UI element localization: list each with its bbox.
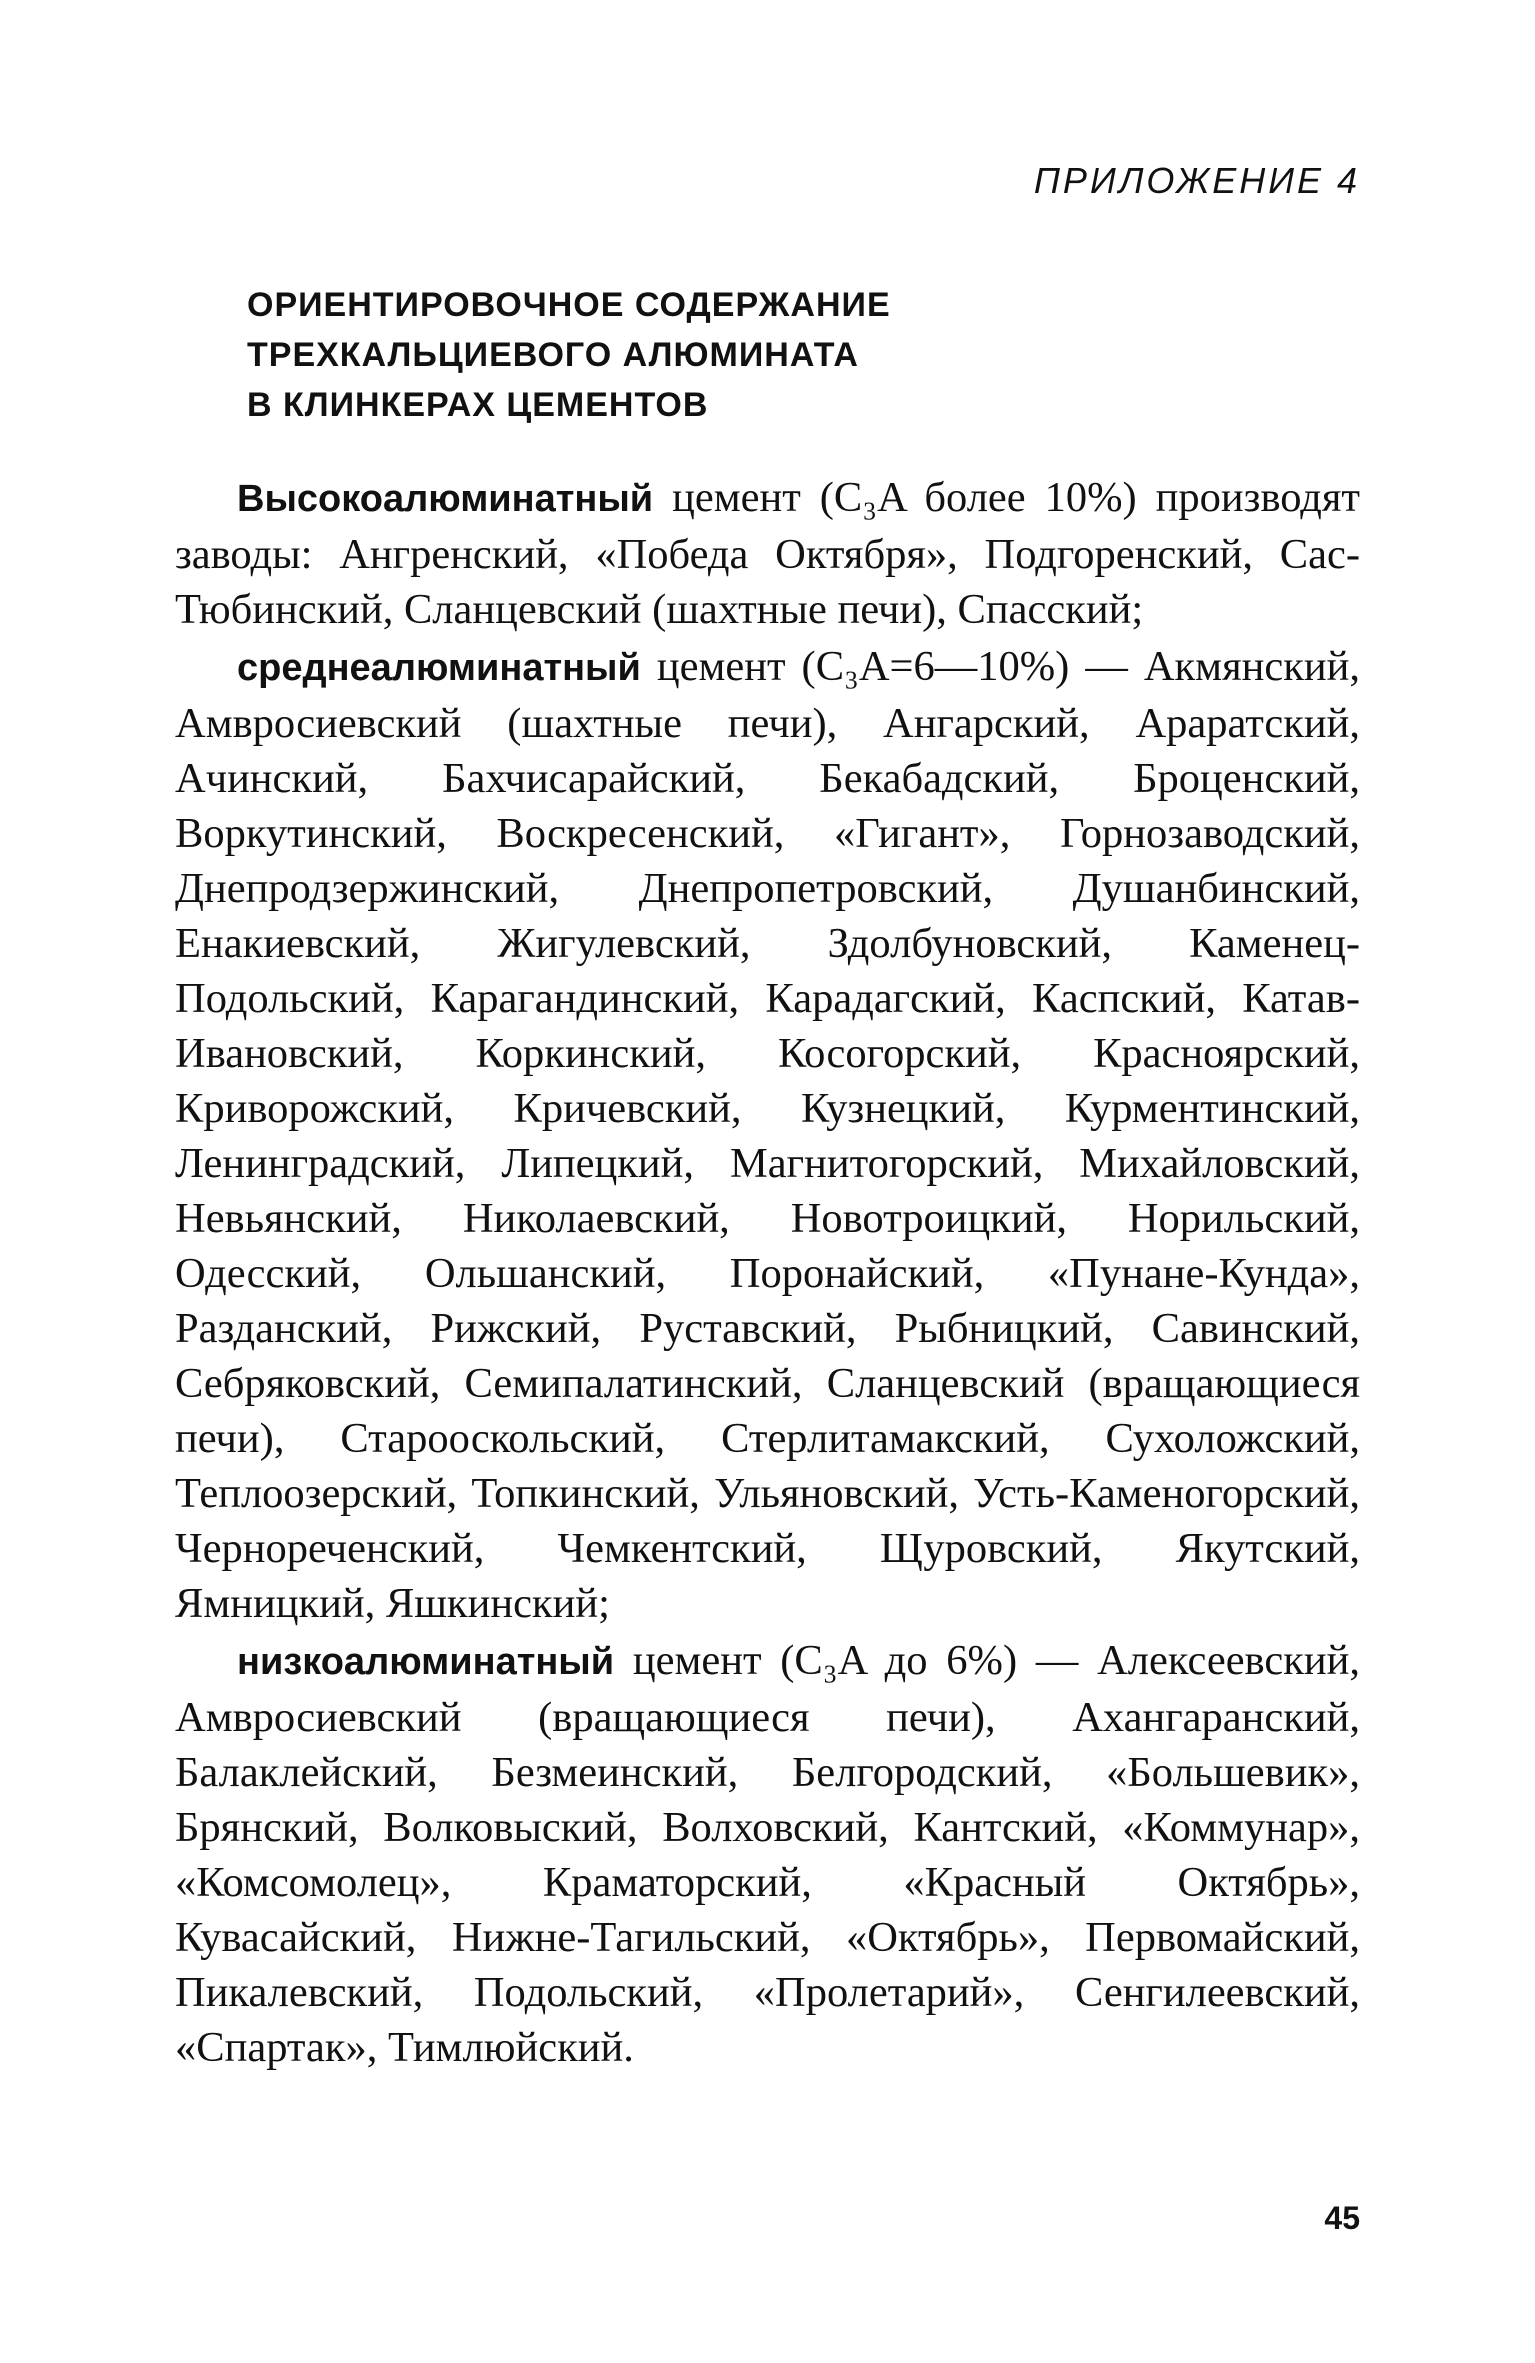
paragraph-medium-alumina <box>175 639 1360 1631</box>
title-line-1: ОРИЕНТИРОВОЧНОЕ СОДЕРЖАНИЕ <box>247 286 891 324</box>
paragraph-text: цемент (C₃A=6—10%) — Акмянский, Амвросиевский (шахтные печи), Ангарский, Араратский, Ачинский, Бахчисарайский, Бекабадский, Броценский, Воркутинский, Воскресенский, «Гигант», Горнозаводский, Днепродзержинский, Днепропетровский, Душанбинский, Енакиевский, Жигулевский, Здолбуновский, Каменец-Подольский, Карагандинский, Карадагский, Каспский, Катав-Ивановский, Коркинский, Косогорский, Красноярский, Криворожский, Кричевский, Кузнецкий, Курментинский, Ленинградский, Липецкий, Магнитогорский, Михайловский, Невьянский, Николаевский, Новотроицкий, Норильский, Одесский, Ольшанский, Поронайский, «Пунане-Кунда», Разданский, Рижский, Руставский, Рыбницкий, Савинский, Себряковский, Семипалатинский, Сланцевский (вращающиеся печи), Старооскольский, Стерлитамакский, Сухоложский, Теплоозерский, Топкинский, Ульяновский, Усть-Каменогорский, Чернореченский, Чемкентский, Щуровский, Якутский, Ямницкий, Яшкинский; <box>175 643 1360 1627</box>
paragraph-text: цемент (C₃A до 6%) — Алексеевский, Амвросиевский (вращающиеся печи), Ахангаранский, Балаклейский, Безмеинский, Белгородский, «Большевик», Брянский, Волковыский, Волховский, Кантский, «Коммунар», «Комсомолец», Краматорский, «Красный Октябрь», Кувасайский, Нижне-Тагильский, «Октябрь», Первомайский, Пикалевский, Подольский, «Пролетарий», Сенгилеевский, «Спартак», Тимлюйский. <box>175 1637 1360 2071</box>
document-page <box>175 0 1360 2363</box>
page-title <box>247 280 891 430</box>
paragraph-low-alumina <box>175 1633 1360 2075</box>
page-number: 45 <box>1324 2200 1360 2236</box>
body-text <box>175 470 1360 2075</box>
paragraph-lead: Высокоалюминатный <box>237 478 654 520</box>
title-line-2: ТРЕХКАЛЬЦИЕВОГО АЛЮМИНАТА <box>247 336 859 374</box>
appendix-label: ПРИЛОЖЕНИЕ 4 <box>1033 160 1360 201</box>
title-line-3: В КЛИНКЕРАХ ЦЕМЕНТОВ <box>247 386 709 424</box>
paragraph-lead: низкоалюминатный <box>237 1641 615 1683</box>
paragraph-lead: среднеалюминатный <box>237 647 641 689</box>
paragraph-high-alumina <box>175 470 1360 637</box>
paragraph-text: цемент (C₃A более 10%) производят заводы: Ангренский, «Победа Октября», Подгоренский, Сас-Тюбинский, Сланцевский (шахтные печи), Спасский; <box>175 474 1360 633</box>
